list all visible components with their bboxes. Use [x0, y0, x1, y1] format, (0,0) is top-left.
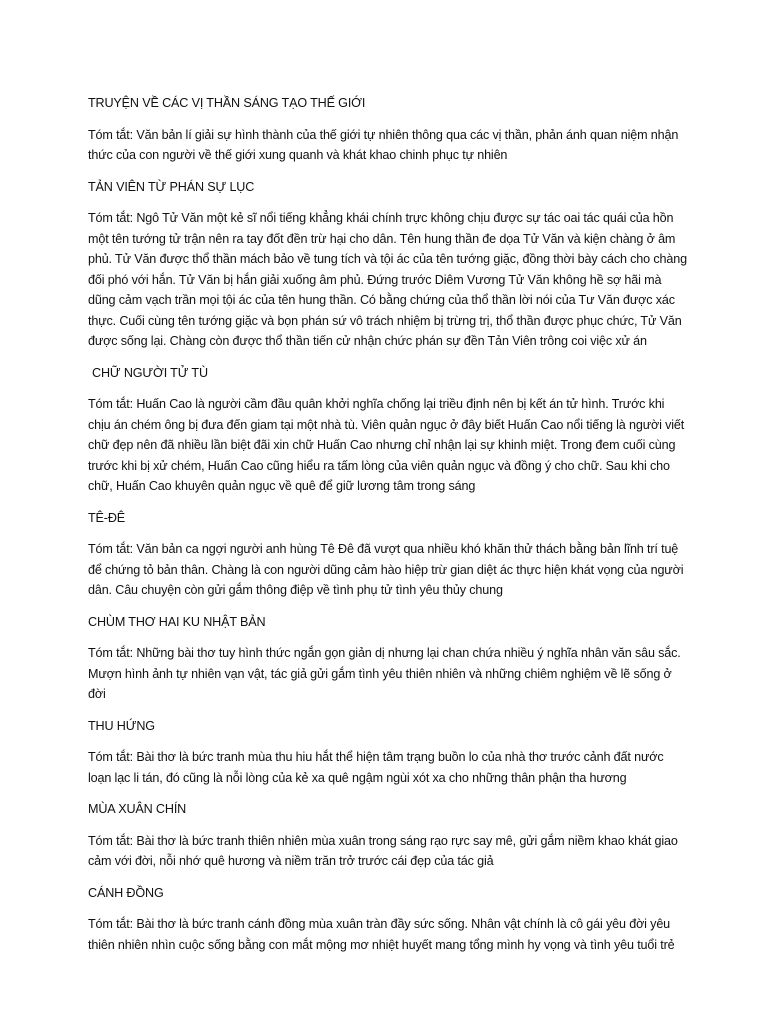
section-canh-dong	[88, 883, 688, 956]
section-heading: MÙA XUÂN CHÍN	[88, 802, 187, 816]
section-summary: Tóm tắt: Bài thơ là bức tranh thiên nhiên mùa xuân trong sáng rạo rực say mê, gửi gắm niềm khao khát giao cảm với đời, nỗi nhớ quê hương và niềm trăn trở trước cái đẹp của tác giả	[88, 833, 678, 868]
section-thu-hung	[88, 716, 688, 789]
section-summary: Tóm tắt: Bài thơ là bức tranh cánh đồng mùa xuân tràn đầy sức sống. Nhân vật chính là cô gái yêu đời yêu thiên nhiên nhìn cuộc sống bằng con mắt mộng mơ nhiệt huyết mang tổng mình hy vọng và tình yêu tuổi trẻ	[88, 917, 675, 952]
section-heading: TÊ-ĐÊ	[88, 510, 126, 525]
section-heading: TẢN VIÊN TỪ PHÁN SỰ LỤC	[88, 179, 255, 194]
section-summary: Tóm tắt: Bài thơ là bức tranh mùa thu hiu hắt thể hiện tâm trạng buồn lo của nhà thơ trước cảnh đất nước loạn lạc li tán, đó cũng là nỗi lòng của kẻ xa quê ngậm ngùi xót xa cho những thân phận tha hương	[88, 750, 664, 785]
section-summary: Tóm tắt: Văn bản lí giải sự hình thành của thế giới tự nhiên thông qua các vị thần, phản ánh quan niệm nhận thức của con người về thế giới xung quanh và khát khao chinh phục tự nhiên	[88, 127, 679, 162]
section-heading: CHỮ NGƯỜI TỬ TÙ	[92, 365, 208, 380]
section-heading: CHÙM THƠ HAI KU NHẬT BẢN	[88, 614, 266, 629]
section-summary: Tóm tắt: Ngô Tử Văn một kẻ sĩ nổi tiếng khẳng khái chính trực không chịu được sự tác oai tác quái của hồn một tên tướng tử trận nên ra tay đốt đền trừ hại cho dân. Tên hung thần đe dọa Tử Văn và kiện chàng ở âm phủ. Tử Văn được thổ thần mách bảo về tung tích và tội ác của tên tướng giặc, đồng thời bày cách cho chàng đối phó với hắn. Tử Văn bị hắn giải xuống âm phủ. Đứng trước Diêm Vương Tử Văn không hề sợ hãi mà dũng cảm vạch trần mọi tội ác của tên hung thần. Có bằng chứng của thổ thần lời nói của Tư Văn được xác thực. Cuối cùng tên tướng giặc và bọn phán sứ vô trách nhiệm bị trừng trị, thổ thần được phục chức, Tử Văn được sống lại. Chàng còn được thổ thần tiến cử nhận chức phán sự đền Tản Viên trông coi việc xử án	[88, 211, 687, 348]
section-chu-nguoi-tu-tu	[88, 363, 688, 497]
section-summary: Tóm tắt: Huấn Cao là người cầm đầu quân khởi nghĩa chống lại triều định nên bị kết án tử hình. Trước khi chịu án chém ông bị đưa đến giam tại một nhà tù. Viên quản ngục ở đây biết Huấn Cao nổi tiếng là người viết chữ đẹp nên đã nhiều lần biệt đãi xin chữ Huấn Cao nhưng chỉ nhận lại sự khinh miệt. Trong đem cuối cùng trước khi bị xử chém, Huấn Cao cũng hiểu ra tấm lòng của viên quản ngục và đồng ý cho chữ. Sau khi cho chữ, Huấn Cao khuyên quản ngục về quê để giữ lương tâm trong sáng	[88, 397, 685, 493]
section-than-sang-tao	[88, 93, 688, 166]
section-haiku	[88, 612, 688, 705]
section-summary: Tóm tắt: Văn bản ca ngợi người anh hùng Tê Đê đã vượt qua nhiều khó khăn thử thách bằng bản lĩnh trí tuệ để chứng tỏ bản thân. Chàng là con người dũng cảm hào hiệp trừ gian diệt ác thực hiện khát vọng của người dân. Câu chuyện còn gửi gắm thông điệp về tình phụ tử tình yêu thủy chung	[88, 542, 684, 597]
section-summary: Tóm tắt: Những bài thơ tuy hình thức ngắn gọn giản dị nhưng lại chan chứa nhiều ý nghĩa nhân văn sâu sắc. Mượn hình ảnh tự nhiên vạn vật, tác giả gửi gắm tình yêu thiên nhiên và những chiêm nghiệm về lẽ sống ở đời	[88, 646, 681, 701]
section-tan-vien	[88, 177, 688, 352]
section-heading: TRUYỆN VỀ CÁC VỊ THẦN SÁNG TẠO THẾ GIỚI	[88, 96, 366, 110]
section-te-de	[88, 508, 688, 601]
section-heading: CÁNH ĐỒNG	[88, 885, 164, 900]
section-mua-xuan-chin	[88, 799, 688, 872]
document-body	[88, 93, 688, 966]
section-heading: THU HỨNG	[88, 718, 155, 733]
